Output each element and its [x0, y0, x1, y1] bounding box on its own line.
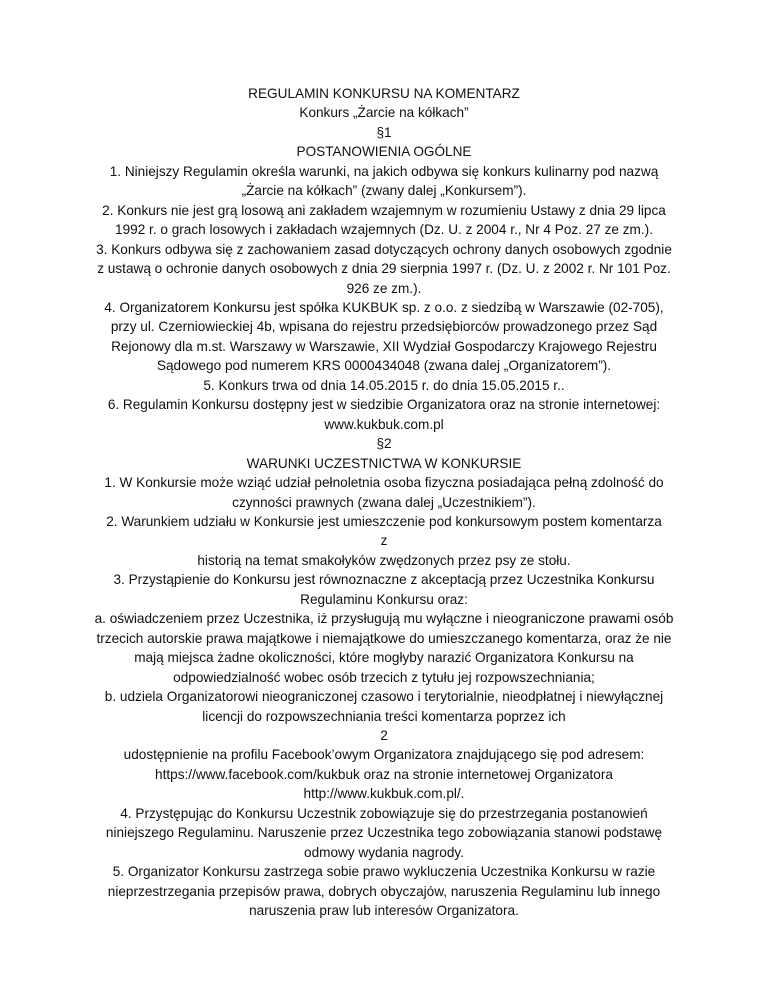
page-number: 2	[380, 727, 388, 743]
section-1-number: §1	[376, 124, 392, 140]
document-page	[92, 84, 676, 920]
section-2-paragraph-2-line-2: z	[380, 533, 388, 549]
section-2-paragraph-3a: a. oświadczeniem przez Uczestnika, iż przysługują mu wyłączne i nieograniczone prawami osób trzecich autorskie prawa majątkowe i niemajątkowe do umieszczanego komentarza, oraz że nie mają miejsca żadne okoliczności, które mogłyby narazić Organizatora Konkursu na odpowiedzialność wobec osób trzecich z tytułu jej rozpowszechniania;	[94, 611, 674, 685]
section-1-paragraph-4: 4. Organizatorem Konkursu jest spółka KUKBUK sp. z o.o. z siedzibą w Warszawie (02-705), przy ul. Czerniowieckiej 4b, wpisana do rejestru przedsiębiorców prowadzonego przez Sąd Rejonowy dla m.st. Warszawy w Warszawie, XII Wydział Gospodarczy Krajowego Rejestru Sądowego pod numerem KRS 0000434048 (zwana dalej „Organizatorem”).	[104, 299, 664, 374]
section-2-number: §2	[376, 436, 392, 452]
section-2-paragraph-3b: b. udziela Organizatorowi nieograniczonej czasowo i terytorialnie, nieodpłatnej i niewyłącznej licencji do rozpowszechniania treści komentarza poprzez ich	[104, 689, 664, 724]
section-2-heading: WARUNKI UCZESTNICTWA W KONKURSIE	[246, 455, 522, 471]
contest-name: Konkurs „Żarcie na kółkach”	[299, 105, 469, 121]
section-2-paragraph-1: 1. W Konkursie może wziąć udział pełnoletnia osoba fizyczna posiadająca pełną zdolność do czynności prawnych (zwana dalej „Uczestnikiem”).	[104, 475, 664, 510]
section-2-paragraph-4: 4. Przystępując do Konkursu Uczestnik zobowiązuje się do przestrzegania postanowień niniejszego Regulaminu. Naruszenie przez Uczestnika tego zobowiązania stanowi podstawę odmowy wydania nagrody.	[105, 805, 663, 860]
section-2-paragraph-3: 3. Przystąpienie do Konkursu jest równoznaczne z akceptacją przez Uczestnika Konkursu Regulaminu Konkursu oraz:	[113, 572, 655, 607]
section-1-paragraph-3: 3. Konkurs odbywa się z zachowaniem zasad dotyczących ochrony danych osobowych zgodnie z ustawą o ochronie danych osobowych z dnia 29 sierpnia 1997 r. (Dz. U. z 2002 r. Nr 101 Poz. 926 ze zm.).	[96, 241, 672, 296]
section-1-paragraph-6: 6. Regulamin Konkursu dostępny jest w siedzibie Organizatora oraz na stronie internetowej: www.kukbuk.com.pl	[107, 397, 661, 432]
section-1-paragraph-5: 5. Konkurs trwa od dnia 14.05.2015 r. do dnia 15.05.2015 r..	[203, 377, 565, 393]
section-1-heading: POSTANOWIENIA OGÓLNE	[296, 144, 472, 160]
section-2-paragraph-2-line-1: 2. Warunkiem udziału w Konkursie jest umieszczenie pod konkursowym postem komentarza	[106, 513, 662, 529]
section-2-paragraph-5: 5. Organizator Konkursu zastrzega sobie prawo wykluczenia Uczestnika Konkursu w razie nieprzestrzegania przepisów prawa, dobrych obyczajów, naruszenia Regulaminu lub innego naruszenia praw lub interesów Organizatora.	[107, 864, 661, 919]
document-title: REGULAMIN KONKURSU NA KOMENTARZ	[248, 86, 520, 101]
section-2-paragraph-2-line-3: historią na temat smakołyków zwędzonych przez psy ze stołu.	[197, 552, 571, 568]
section-1-paragraph-1: 1. Niniejszy Regulamin określa warunki, na jakich odbywa się konkurs kulinarny pod nazwą „Żarcie na kółkach” (zwany dalej „Konkursem”).	[109, 163, 659, 199]
section-1-paragraph-2: 2. Konkurs nie jest grą losową ani zakładem wzajemnym w rozumieniu Ustawy z dnia 29 lipca 1992 r. o grach losowych i zakładach wzajemnych (Dz. U. z 2004 r., Nr 4 Poz. 27 ze zm.).	[102, 202, 666, 238]
section-2-paragraph-3b-continued: udostępnienie na profilu Facebook’owym Organizatora znajdującego się pod adresem: https://www.facebook.com/kukbuk oraz na stronie internetowej Organizatora http://www.kukbuk.com.pl/.	[123, 747, 645, 802]
